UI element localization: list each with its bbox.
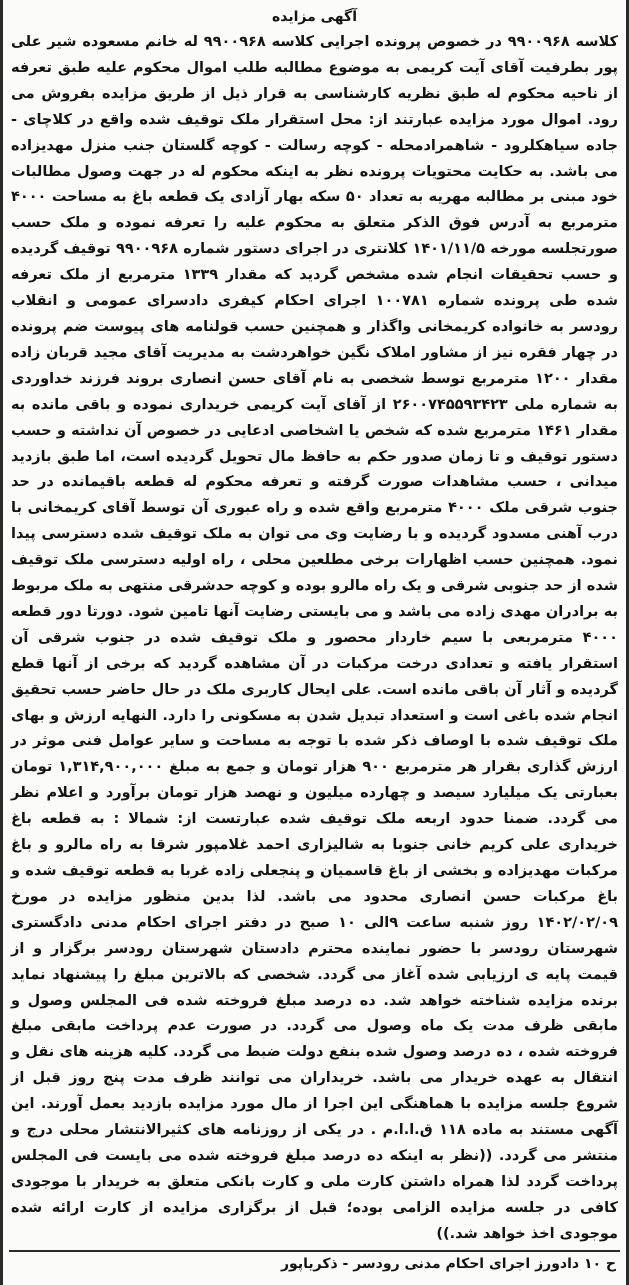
notice-body: کلاسه ۹۹۰۰۹۶۸ در خصوص پرونده اجرایی کلاسه ۹۹۰۰۹۶۸ له خانم مسعوده شیر علی پور بطرفیت آقای آیت کریمی به موضوع مطالبه طلب اموال محکوم علیه طبق تعرفه از ناحیه محکوم له طبق نظریه کارشناسی به قرار ذیل از طریق مزایده بفروش می رود. اموال مورد مزایده عبارتند از: محل استقرار ملک توقیف شده واقع در کلاچای - جاده سیاهکلرود - شاهمرادمحله - کوچه رسالت - کوچه گلستان جنب منزل مهدیزاده می باشد. به حکایت محتویات پرونده نظر به اینکه محکوم له در جهت وصول مطالبات خود مبنی بر مطالبه مهریه به تعداد ۵۰ سکه بهار آزادی یک قطعه باغ به مساحت ۴۰۰۰ مترمربع به آدرس فوق الذکر متعلق به محکوم علیه را تعرفه نموده و ملک حسب صورتجلسه مورخه ۱۴۰۱/۱۱/۵ کلانتری در اجرای دستور شماره ۹۹۰۰۹۶۸ توقیف گردیده و حسب تحقیقات انجام شده مشخص گردید که مقدار ۱۳۳۹ مترمربع از ملک تعرفه شده طی پرونده شماره ۱۰۰۷۸۱ اجرای احکام کیفری دادسرای عمومی و انقلاب رودسر به خانواده کریمخانی واگذار و همچنین حسب قولنامه های پیوست ضم پرونده در چهار فقره نیز از مشاور املاک نگین خواهردشت به مدیریت آقای مجید قربان زاده مقدار ۱۲۰۰ مترمربع توسط شخصی به نام آقای حسن انصاری بروند فرزند خداوردی به شماره ملی ۲۶۰۰۷۴۵۵۹۳۴۲۳ از آقای آیت کریمی خریداری نموده و باقی مانده به مقدار ۱۴۶۱ مترمربع شده که شخص یا اشخاصی ادعایی در خصوص آن نداشته و حسب دستور توقیف و تا زمان صدور حکم به حافظ مال تحویل گردیده است، اما طبق بازدید میدانی ، حسب مشاهدات صورت گرفته و تعرفه محکوم له قطعه باقیمانده در حد جنوب شرقی ملک ۴۰۰۰ مترمربع واقع شده و راه عبوری آن توسط آقای کریمخانی با درب آهنی مسدود گردیده و با رضایت وی می توان به ملک توقیف شده دسترسی پیدا نمود. همچنین حسب اظهارات برخی مطلعین محلی ، راه اولیه دسترسی ملک توقیف شده از حد جنوبی شرقی و یک راه مالرو بوده و کوچه حدشرقی منتهی به ملک مربوط به برادران مهدی زاده می باشد و می بایستی رضایت آنها تامین شود. دورتا دور قطعه ۴۰۰۰ مترمربعی با سیم خاردار محصور و ملک توقیف شده در جنوب شرقی آن استقرار یافته و تعدادی درخت مرکبات در آن مشاهده گردید که برخی از آنها قطع گردیده و آثار آن باقی مانده است. علی ایحال کاربری ملک در حال حاضر حسب تحقیق انجام شده باغی است و استعداد تبدیل شدن به مسکونی را دارد. النهایه ارزش و بهای ملک توقیف شده با اوصاف ذکر شده با توجه به مساحت و سایر عوامل فنی موثر در ارزش گذاری بقرار هر مترمربع ۹۰۰ هزار تومان و جمع به مبلغ ۱,۳۱۴,۹۰۰,۰۰۰ تومان بعبارتی یک میلیارد سیصد و چهارده میلیون و نهصد هزار تومان برآورد و اعلام نظر می گردد. ضمنا حدود اربعه ملک توقیف شده عبارتست از: شمالا : به قطعه باغ خریداری علی کریم خانی جنوبا به شالیزاری احمد غلامپور شرقا به راه مالرو و باغ مرکبات مهدیزاده و بخشی از باغ قاسمیان و پنجعلی زاده غربا به قطعه توقیف شده و باغ مرکبات حسن انصاری محدود می باشد. لذا بدین منظور مزایده در مورخ ۱۴۰۲/۰۲/۰۹ روز شنبه ساعت ۹الی ۱۰ صبح در دفتر اجرای احکام مدنی دادگستری شهرستان رودسر با حضور نماینده محترم دادستان شهرستان رودسر برگزار و از قیمت پایه ی ارزیابی شده آغاز می گردد. شخصی که بالاترین مبلغ را پیشنهاد نماید برنده مزایده شناخته خواهد شد. ده درصد مبلغ فروخته شده فی المجلس وصول و مابقی ظرف مدت یک ماه وصول می گردد. در صورت عدم پرداخت مابقی مبلغ فروخته شده ، ده درصد وصول شده بنفع دولت ضبط می گردد. کلیه هزینه های نقل و انتقال به عهده خریدار می باشد. خریداران می توانند ظرف مدت پنج روز قبل از شروع جلسه مزایده با هماهنگی این اجرا از مال مورد مزایده بازدید بعمل آورند. این آگهی مستند به ماده ۱۱۸ ق.ا.ا.م . در یکی از روزنامه های کثیرالانتشار محلی درج و منتشر می گردد. ((نظر به اینکه ده درصد مبلغ فروخته شده می بایست فی المجلس پرداخت گردد لذا همراه داشتن کارت ملی و کارت بانکی متعلق به خریدار با موجودی کافی در جلسه مزایده الزامی بوده؛ قبل از برگزاری مزایده از کارت ارائه شده موجودی اخذ خواهد شد.))	[11, 34, 619, 1242]
notice-title: آگهی مزایده	[271, 9, 357, 25]
notice-signature: ح ۱۰ دادورز اجرای احکام مدنی رودسر - ذکریاپور	[9, 1250, 620, 1276]
